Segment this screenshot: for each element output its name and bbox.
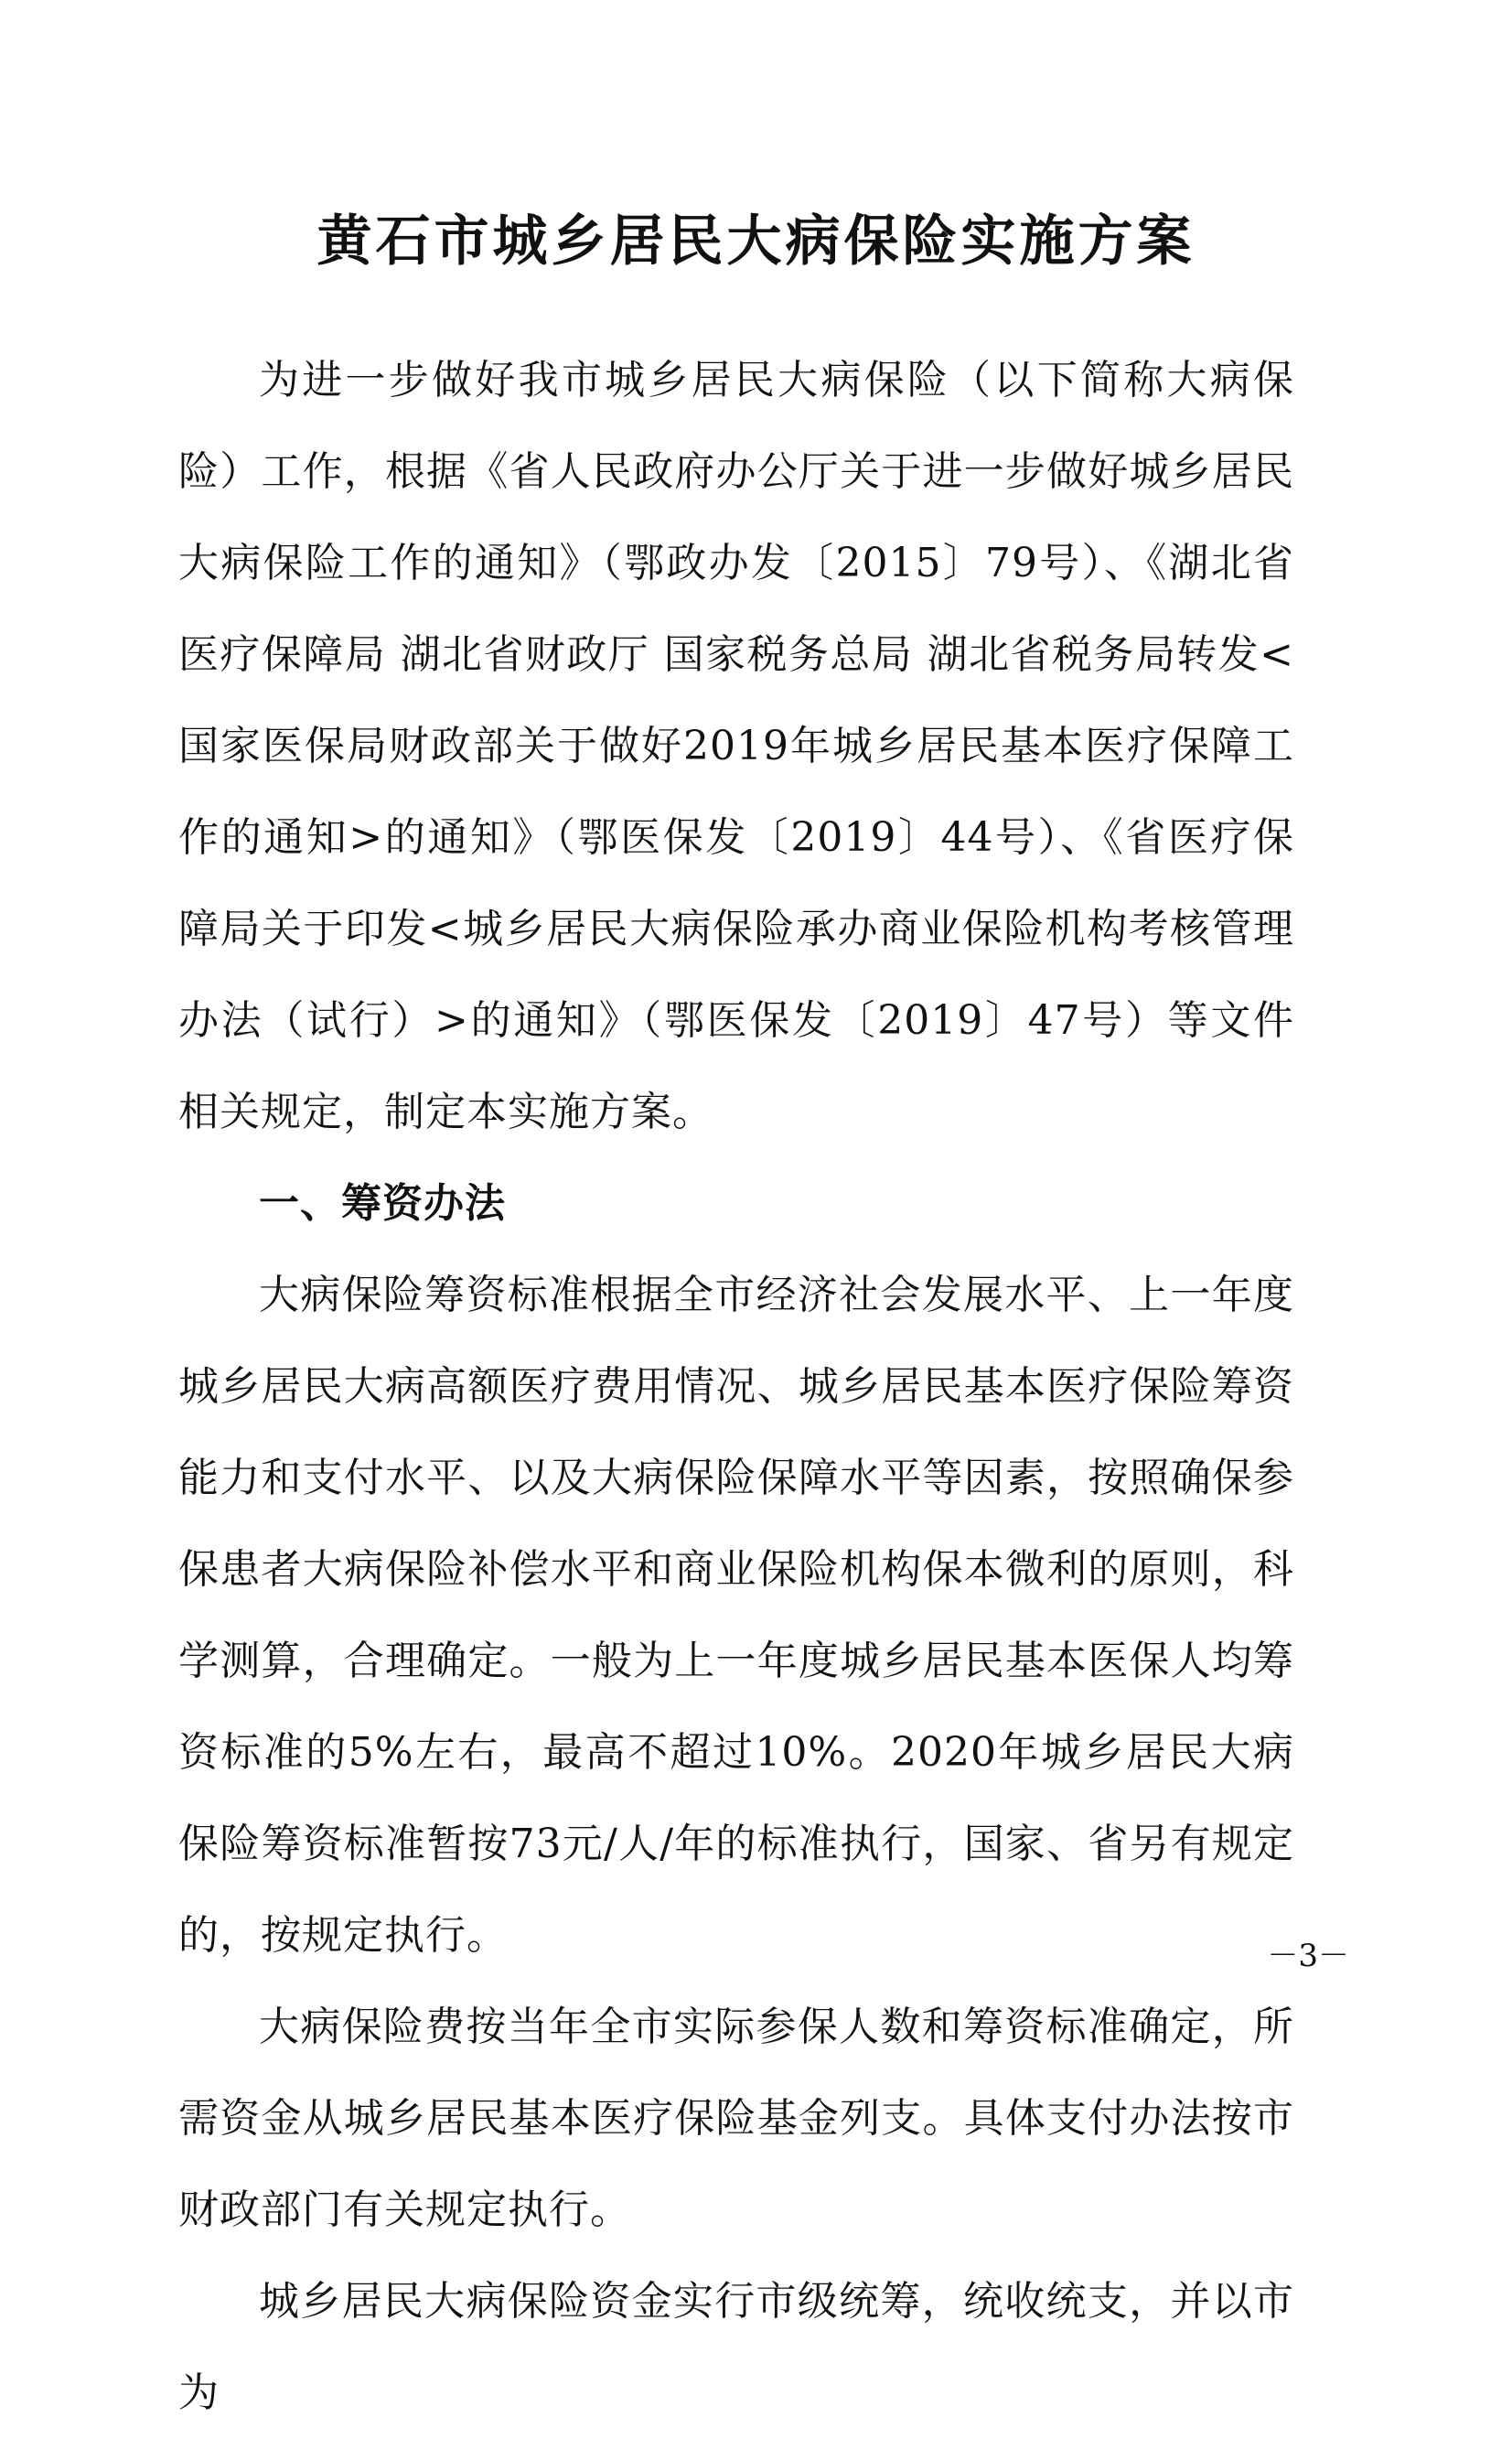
page-number: －3－ <box>1267 1938 1349 1974</box>
document-title: 黄石市城乡居民大病保险实施方案 <box>316 210 1196 274</box>
funding-paragraph-pooling: 城乡居民大病保险资金实行市级统筹，统收统支，并以市为 <box>178 2278 1294 2416</box>
funding-paragraph-premium: 大病保险费按当年全市实际参保人数和筹资标准确定，所需资金从城乡居民基本医疗保险基金列支。具体支付办法按市财政部门有关规定执行。 <box>178 2004 1294 2233</box>
intro-paragraph: 为进一步做好我市城乡居民大病保险（以下简称大病保险）工作，根据《省人民政府办公厅关于进一步做好城乡居民大病保险工作的通知》（鄂政办发〔2015〕79号）、《湖北省医疗保障局 湖北省财政厅 国家税务总局 湖北省税务局转发<国家医保局财政部关于做好2019年城乡居民基本医疗保障工作的通知>的通知》（鄂医保发〔2019〕44号）、《省医疗保障局关于印发<城乡居民大病保险承办商业保险机构考核管理办法（试行）>的通知》（鄂医保发〔2019〕47号）等文件相关规定，制定本实施方案。 <box>178 357 1294 1135</box>
funding-paragraph-standard: 大病保险筹资标准根据全市经济社会发展水平、上一年度城乡居民大病高额医疗费用情况、城乡居民基本医疗保险筹资能力和支付水平、以及大病保险保障水平等因素，按照确保参保患者大病保险补偿水平和商业保险机构保本微利的原则，科学测算，合理确定。一般为上一年度城乡居民基本医保人均筹资标准的5%左右，最高不超过10%。2020年城乡居民大病保险筹资标准暂按73元/人/年的标准执行，国家、省另有规定的，按规定执行。 <box>178 1272 1294 1959</box>
section-heading-funding: 一、筹资办法 <box>259 1180 506 1227</box>
document-body <box>178 335 1294 2439</box>
